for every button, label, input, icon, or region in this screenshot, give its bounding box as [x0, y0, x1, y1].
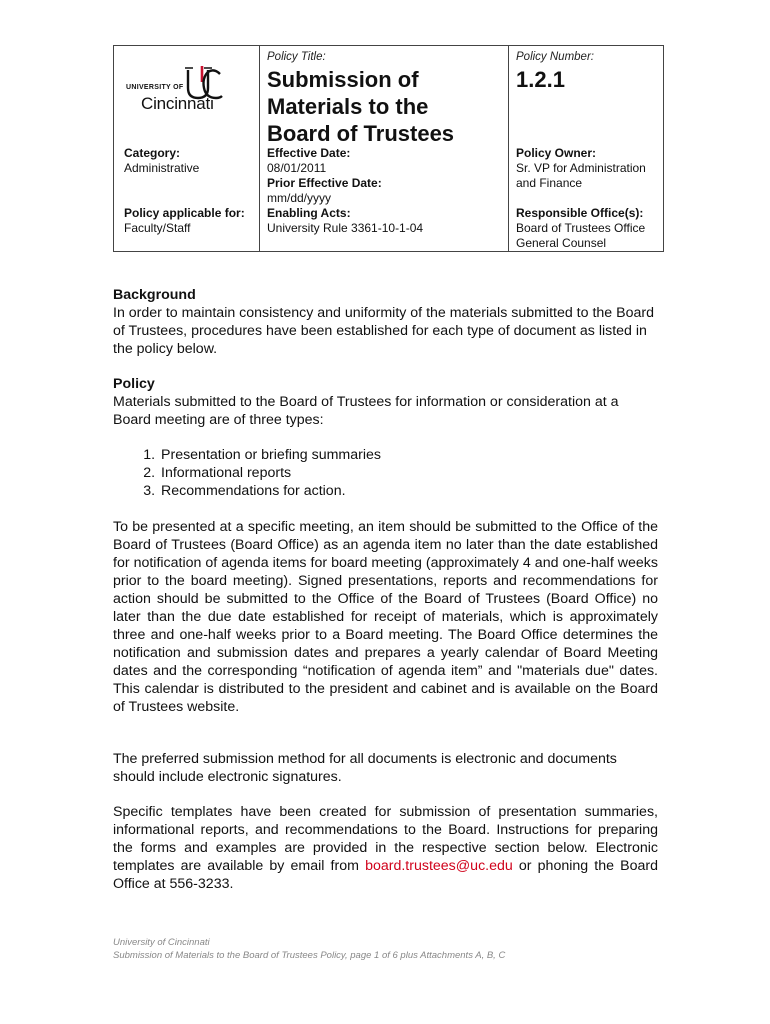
policy-title-line-3: Board of Trustees	[267, 121, 455, 146]
background-heading: Background	[113, 287, 196, 303]
list-item: 2. Informational reports	[159, 464, 381, 482]
policy-heading: Policy	[113, 376, 155, 392]
responsible-office-line-1: Board of Trustees Office	[516, 221, 646, 235]
email-link[interactable]: board.trustees@uc.edu	[365, 858, 513, 874]
policy-owner-line-2: and Finance	[516, 176, 583, 190]
logo-cincinnati: Cincinnati	[141, 94, 214, 113]
policy-intro: Materials submitted to the Board of Trustees for information or consideration at a Board meeting are of three types:	[113, 394, 619, 428]
policy-owner-line-1: Sr. VP for Administration	[516, 161, 646, 175]
templates-text-after: or phoning the Board Office at 556-3233.	[113, 858, 658, 892]
category-value: Administrative	[124, 161, 200, 175]
policy-number-value: 1.2.1	[516, 67, 565, 92]
policy-title-label: Policy Title:	[267, 51, 326, 63]
footer-page-info: Submission of Materials to the Board of Trustees Policy, page 1 of 6 plus Attachments A, B, C	[113, 950, 506, 961]
responsible-office-label: Responsible Office(s):	[516, 206, 644, 220]
policy-header-table	[113, 45, 664, 252]
enabling-acts-value: University Rule 3361-10-1-04	[267, 221, 424, 235]
policy-title-line-1: Submission of	[267, 67, 419, 92]
table-divider-2	[508, 46, 509, 251]
list-item: 3. Recommendations for action.	[159, 482, 381, 500]
page-footer	[113, 936, 505, 962]
table-divider-1	[259, 46, 260, 251]
policy-title-line-2: Materials to the	[267, 94, 429, 119]
enabling-acts-label: Enabling Acts:	[267, 206, 351, 220]
policy-owner-label: Policy Owner:	[516, 146, 597, 160]
logo-university-of: UNIVERSITY OF	[126, 84, 184, 91]
applicable-label: Policy applicable for:	[124, 206, 245, 220]
effective-date-label: Effective Date:	[267, 146, 351, 160]
effective-date-value: 08/01/2011	[267, 161, 327, 175]
material-types-list	[113, 446, 381, 500]
templates-text-before: Specific templates have been created for submission of presentation summaries, informational reports, and recommendations to the Board. Instructions for preparing the forms and examples are provided in the respective section below. Electronic templates are available by email from	[113, 804, 658, 874]
submission-paragraph: To be presented at a specific meeting, an item should be submitted to the Office of the Board of Trustees (Board Office) as an agenda item no later than the date established for notification of agenda items for board meeting (approximately 4 and one-half weeks prior to the board meeting). Signed presentations, reports and recommendations for action should be submitted to the Office of the Board of Trustees (Board Office) no later than the due date established for receipt of materials, which is approximately three and one-half weeks prior to a Board meeting. The Board Office determines the notification and submission dates and prepares a yearly calendar of Board Meeting dates and the corresponding “notification of agenda item” and "materials due" dates. This calendar is distributed to the president and cabinet and is available on the Board of Trustees website.	[113, 519, 658, 715]
category-label: Category:	[124, 146, 181, 160]
templates-paragraph	[113, 803, 658, 893]
prior-effective-value: mm/dd/yyyy	[267, 191, 332, 205]
policy-number-label: Policy Number:	[516, 51, 594, 63]
background-text: In order to maintain consistency and uniformity of the materials submitted to the Board of Trustees, procedures have been established for each type of document as listed in the policy below.	[113, 305, 654, 357]
list-item: 1. Presentation or briefing summaries	[159, 446, 381, 464]
applicable-value: Faculty/Staff	[124, 221, 191, 235]
university-logo	[126, 64, 231, 112]
electronic-method-paragraph: The preferred submission method for all documents is electronic and documents should include electronic signatures.	[113, 751, 617, 785]
prior-effective-label: Prior Effective Date:	[267, 176, 382, 190]
responsible-office-line-2: General Counsel	[516, 236, 607, 250]
footer-university: University of Cincinnati	[113, 937, 210, 948]
